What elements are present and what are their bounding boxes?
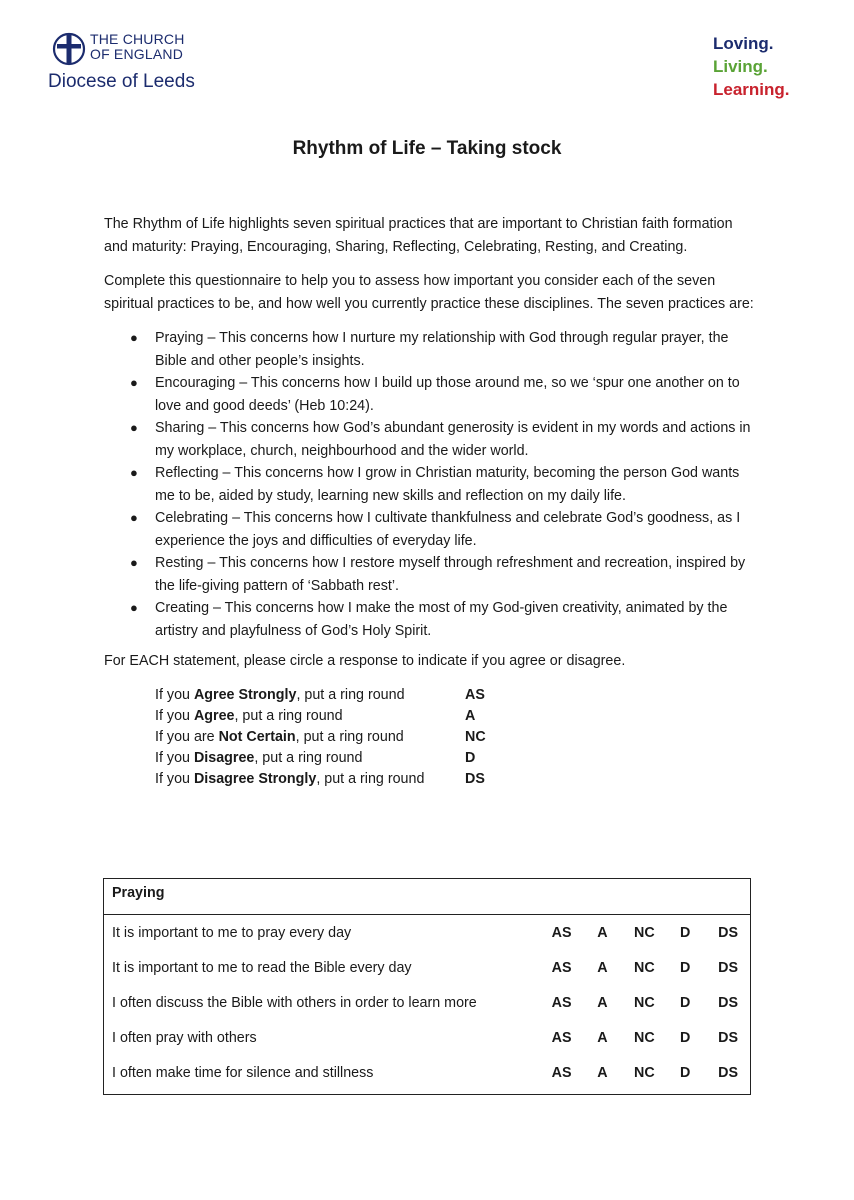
option-as[interactable]: AS bbox=[551, 924, 572, 941]
tagline-logo bbox=[713, 32, 808, 101]
statement-text: It is important to me to read the Bible every day bbox=[112, 959, 412, 976]
option-nc[interactable]: NC bbox=[634, 1064, 655, 1081]
statement-text: I often pray with others bbox=[112, 1029, 257, 1046]
statement-row bbox=[104, 1020, 750, 1055]
practice-item bbox=[104, 507, 754, 552]
practice-item bbox=[104, 597, 754, 642]
practice-text: Sharing – This concerns how God’s abundant generosity is evident in my words and actions in my workplace, church, neighbourhood and the wider world. bbox=[155, 420, 751, 459]
bullet-icon: ● bbox=[130, 600, 138, 615]
statement-text: I often discuss the Bible with others in order to learn more bbox=[112, 994, 477, 1011]
option-as[interactable]: AS bbox=[551, 959, 572, 976]
option-nc[interactable]: NC bbox=[634, 959, 655, 976]
legend-code: DS bbox=[465, 770, 485, 787]
option-d[interactable]: D bbox=[680, 994, 691, 1011]
practice-item bbox=[104, 462, 754, 507]
legend-row: If you Agree, put a ring round A bbox=[155, 706, 754, 727]
option-ds[interactable]: DS bbox=[718, 1064, 738, 1081]
legend-row: If you Agree Strongly, put a ring round AS bbox=[155, 685, 754, 706]
practice-text: Celebrating – This concerns how I cultivate thankfulness and celebrate God’s goodness, as I experience the joys and difficulties of everyday life. bbox=[155, 510, 741, 549]
section-heading: Praying bbox=[104, 879, 750, 915]
bullet-icon: ● bbox=[130, 555, 138, 570]
practice-item bbox=[104, 372, 754, 417]
tagline-learning: Learning. bbox=[713, 80, 790, 99]
option-ds[interactable]: DS bbox=[718, 959, 738, 976]
document-body bbox=[104, 213, 754, 790]
response-legend bbox=[155, 685, 754, 790]
practice-text: Praying – This concerns how I nurture my relationship with God through regular prayer, the Bible and other people’s insights. bbox=[155, 330, 729, 369]
page-title: Rhythm of Life – Taking stock bbox=[292, 138, 562, 159]
legend-code: D bbox=[465, 749, 476, 766]
legend-row: If you Disagree, put a ring round D bbox=[155, 748, 754, 769]
option-as[interactable]: AS bbox=[551, 994, 572, 1011]
instruction-text: For EACH statement, please circle a response to indicate if you agree or disagree. bbox=[104, 653, 626, 669]
legend-row: If you are Not Certain, put a ring round NC bbox=[155, 727, 754, 748]
practice-item bbox=[104, 417, 754, 462]
option-d[interactable]: D bbox=[680, 959, 691, 976]
practice-item bbox=[104, 552, 754, 597]
intro-paragraph-1: The Rhythm of Life highlights seven spiritual practices that are important to Christian faith formation and maturity: Praying, Encouraging, Sharing, Reflecting, Celebrating, Resting, and Creating. bbox=[104, 216, 733, 255]
logo-church-line1: THE CHURCH bbox=[90, 31, 185, 47]
statement-row bbox=[104, 985, 750, 1020]
statement-text: I often make time for silence and stillness bbox=[112, 1064, 374, 1081]
praying-response-table bbox=[103, 878, 751, 1095]
statements-list bbox=[104, 915, 750, 1094]
option-a[interactable]: A bbox=[597, 1064, 608, 1081]
option-d[interactable]: D bbox=[680, 1064, 691, 1081]
option-a[interactable]: A bbox=[597, 1029, 608, 1046]
tagline-loving: Loving. bbox=[713, 34, 774, 53]
practice-text: Reflecting – This concerns how I grow in Christian maturity, becoming the person God wants me to be, aided by study, learning new skills and reflection on my daily life. bbox=[155, 465, 740, 504]
intro-paragraph-2: Complete this questionnaire to help you to assess how important you consider each of the seven spiritual practices to be, and how well you currently practice these disciplines. The seven practices are: bbox=[104, 273, 754, 312]
logo-diocese-name: Diocese of Leeds bbox=[48, 71, 195, 92]
option-d[interactable]: D bbox=[680, 1029, 691, 1046]
practice-item bbox=[104, 327, 754, 372]
church-cross-icon bbox=[52, 32, 86, 66]
option-nc[interactable]: NC bbox=[634, 924, 655, 941]
statement-row bbox=[104, 915, 750, 950]
practice-text: Resting – This concerns how I restore myself through refreshment and recreation, inspired by the life-giving pattern of ‘Sabbath rest’. bbox=[155, 555, 746, 594]
bullet-icon: ● bbox=[130, 510, 138, 525]
practices-list bbox=[104, 327, 754, 642]
practice-text: Creating – This concerns how I make the most of my God-given creativity, animated by the artistry and playfulness of God’s Holy Spirit. bbox=[155, 600, 728, 639]
option-nc[interactable]: NC bbox=[634, 994, 655, 1011]
option-d[interactable]: D bbox=[680, 924, 691, 941]
statement-row bbox=[104, 950, 750, 985]
statement-text: It is important to me to pray every day bbox=[112, 924, 352, 941]
option-ds[interactable]: DS bbox=[718, 1029, 738, 1046]
option-as[interactable]: AS bbox=[551, 1029, 572, 1046]
bullet-icon: ● bbox=[130, 420, 138, 435]
legend-code: A bbox=[465, 707, 476, 724]
option-nc[interactable]: NC bbox=[634, 1029, 655, 1046]
bullet-icon: ● bbox=[130, 465, 138, 480]
option-ds[interactable]: DS bbox=[718, 924, 738, 941]
bullet-icon: ● bbox=[130, 375, 138, 390]
option-a[interactable]: A bbox=[597, 924, 608, 941]
logo-church-line2: OF ENGLAND bbox=[90, 46, 184, 62]
option-as[interactable]: AS bbox=[551, 1064, 572, 1081]
option-a[interactable]: A bbox=[597, 994, 608, 1011]
option-ds[interactable]: DS bbox=[718, 994, 738, 1011]
legend-code: AS bbox=[465, 686, 485, 703]
legend-row: If you Disagree Strongly, put a ring round DS bbox=[155, 769, 754, 790]
bullet-icon: ● bbox=[130, 330, 138, 345]
tagline-living: Living. bbox=[713, 57, 768, 76]
statement-row bbox=[104, 1055, 750, 1090]
practice-text: Encouraging – This concerns how I build up those around me, so we ‘spur one another on to love and good deeds’ (Heb 10:24). bbox=[155, 375, 740, 414]
legend-code: NC bbox=[465, 728, 486, 745]
church-of-england-logo bbox=[48, 30, 198, 92]
option-a[interactable]: A bbox=[597, 959, 608, 976]
